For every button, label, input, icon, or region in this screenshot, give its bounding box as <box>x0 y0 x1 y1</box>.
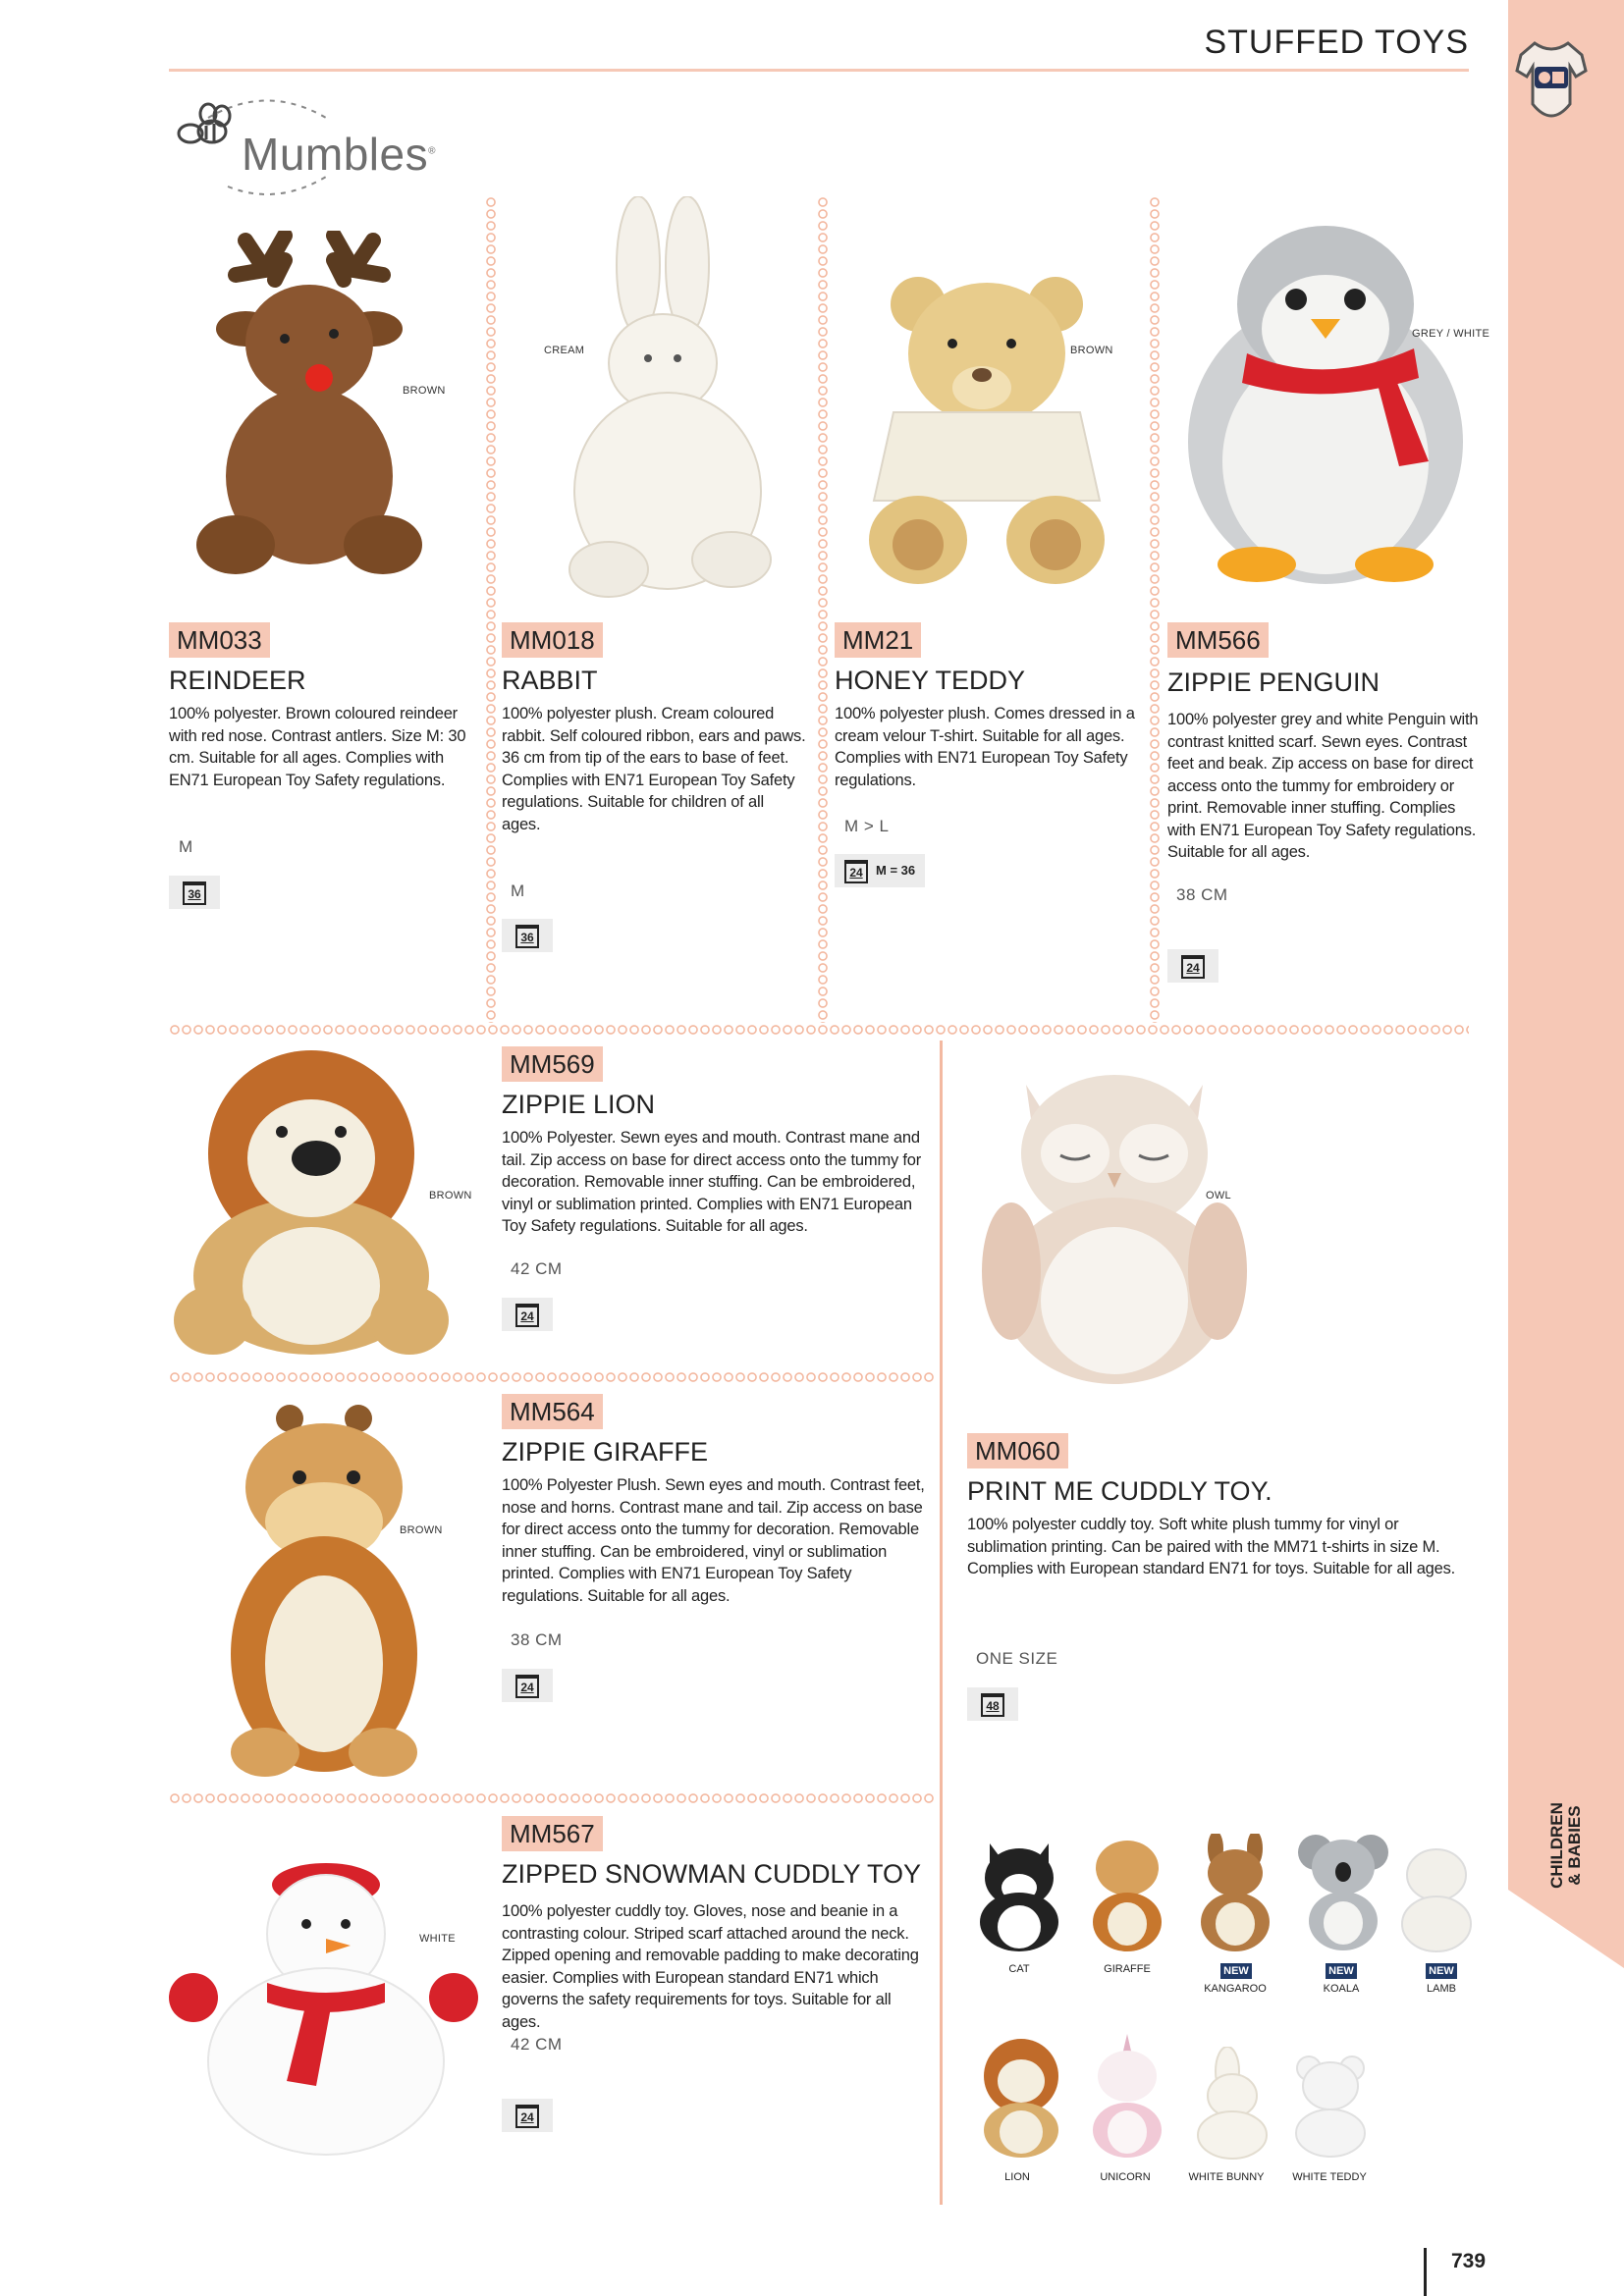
pack-quantity <box>502 1669 553 1702</box>
carton-icon: 36 <box>515 925 539 948</box>
giraffe-thumbnail <box>1078 1834 1176 1951</box>
product-code: MM21 <box>835 622 921 658</box>
product-description: 100% polyester. Brown coloured reindeer with red nose. Contrast antlers. Size M: 30 cm. Suitable for all ages. Complies with EN71 European Toy Safety regulations. <box>169 705 466 789</box>
row-divider <box>169 1024 1469 1036</box>
colour-label: BROWN <box>429 1190 472 1201</box>
column-divider <box>485 196 497 1023</box>
size-label: 38 CM <box>1176 885 1228 904</box>
gallery-label: WHITE BUNNY <box>1188 2171 1265 2183</box>
product-name: ZIPPED SNOWMAN CUDDLY TOY <box>502 1859 922 1889</box>
product-name: ZIPPIE LION <box>502 1090 656 1119</box>
reindeer-image <box>177 231 461 584</box>
unicorn-thumbnail <box>1078 2032 1176 2160</box>
product-name: HONEY TEDDY <box>835 666 1026 695</box>
carton-icon: 24 <box>515 2105 539 2128</box>
snowman-image <box>169 1855 483 2160</box>
pack-quantity <box>967 1687 1018 1721</box>
size-label: 42 CM <box>511 2035 563 2054</box>
white-bunny-thumbnail <box>1183 2047 1281 2160</box>
gallery-label: WHITE TEDDY <box>1292 2171 1367 2183</box>
colour-label: BROWN <box>400 1524 443 1536</box>
size-label: 42 CM <box>511 1259 563 1278</box>
owl-image <box>967 1065 1262 1389</box>
column-divider <box>817 196 829 1023</box>
section-label: CHILDREN & BABIES <box>1547 1802 1584 1889</box>
colour-label: BROWN <box>1070 345 1113 356</box>
product-code: MM018 <box>502 622 603 658</box>
gallery-label: UNICORN <box>1100 2171 1151 2183</box>
gallery-label: LAMB <box>1427 1983 1456 1995</box>
gallery-label: CAT <box>1008 1963 1030 1975</box>
page-number: 739 <box>1451 2250 1487 2272</box>
carton-icon: 36 <box>183 881 206 905</box>
colour-label: BROWN <box>403 385 446 397</box>
gallery-label: LION <box>1004 2171 1030 2183</box>
carton-icon: 24 <box>515 1304 539 1327</box>
brand-logo <box>169 88 483 196</box>
product-description: 100% polyester plush. Comes dressed in a cream velour T-shirt. Suitable for all ages. Complies with EN71 European Toy Safety regulations. <box>835 705 1135 789</box>
product-description: 100% polyester cuddly toy. Gloves, nose and beanie in a contrasting colour. Striped scarf attached around the neck. Zipped opening and removable padding to make decorating easier. Complies with European standard EN71 which governs the safety requirements for toys. Suitable for all ages. <box>502 1902 919 2031</box>
colour-label: CREAM <box>544 345 585 356</box>
carton-icon: 48 <box>981 1693 1004 1717</box>
column-divider <box>1149 196 1161 1023</box>
product-description: 100% polyester grey and white Penguin with contrast knitted scarf. Sewn eyes. Contrast feet and beak. Zip access on base for direct access onto the tummy for embroidery or print. Removable inner stuffing. Complies with EN71 European Toy Safety regulations. Suitable for all ages. <box>1167 711 1479 861</box>
product-description: 100% Polyester. Sewn eyes and mouth. Contrast mane and tail. Zip access on base for direct access onto the tummy for decoration. Removable inner stuffing. Can be embroidered, vinyl or sublimation printed. Complies with EN71 European Toy Safety regulations. Suitable for all ages. <box>502 1129 922 1235</box>
new-badge: NEW <box>1426 1963 1457 1979</box>
product-description: 100% polyester cuddly toy. Soft white plush tummy for vinyl or sublimation printing. Can be paired with the MM71 t-shirts in size M. Complies with European standard EN71 for toys. Suitable for all ages. <box>967 1516 1456 1577</box>
lion-image <box>169 1045 454 1360</box>
gallery-label: GIRAFFE <box>1104 1963 1151 1975</box>
honey-teddy-image <box>835 265 1139 599</box>
giraffe-image <box>211 1399 437 1782</box>
colour-label: GREY / WHITE <box>1412 328 1490 340</box>
pack-quantity <box>1167 949 1218 983</box>
size-label: M <box>179 837 193 856</box>
page-number-rule <box>1424 2248 1427 2296</box>
gallery-label: KOALA <box>1323 1983 1360 1995</box>
size-label: M <box>511 881 525 900</box>
product-code: MM567 <box>502 1816 603 1851</box>
pack-quantity <box>835 854 925 887</box>
cat-thumbnail <box>970 1834 1068 1951</box>
pack-quantity <box>502 1298 553 1331</box>
product-code: MM033 <box>169 622 270 658</box>
row-divider <box>169 1371 935 1383</box>
product-name: ZIPPIE PENGUIN <box>1167 667 1380 697</box>
product-description: 100% Polyester Plush. Sewn eyes and mouth. Contrast feet, nose and horns. Contrast mane and tail. Zip access on base for direct access onto the tummy for decoration. Removable inner stuffing. Can be embroidered, vinyl or sublimation printed. Complies with EN71 European Toy Safety regulations. Suitable for all ages. <box>502 1476 925 1605</box>
product-description: 100% polyester plush. Cream coloured rabbit. Self coloured ribbon, ears and paws. 36 cm from tip of the ears to base of feet. Complies with EN71 European Toy Safety regulations. Suitable for children of all ages. <box>502 705 806 833</box>
product-name: ZIPPIE GIRAFFE <box>502 1437 709 1467</box>
pack-extra: M = 36 <box>876 863 916 878</box>
colour-label: OWL <box>1206 1190 1231 1201</box>
koala-thumbnail <box>1294 1828 1392 1951</box>
section-rail <box>1508 0 1624 1968</box>
product-name: REINDEER <box>169 666 306 695</box>
row-divider <box>169 1792 935 1804</box>
lion-thumbnail <box>972 2037 1070 2160</box>
product-code: MM566 <box>1167 622 1269 658</box>
column-divider <box>940 1041 943 2205</box>
penguin-image <box>1178 216 1473 589</box>
size-label: 38 CM <box>511 1630 563 1649</box>
pack-quantity <box>169 876 220 909</box>
colour-label: WHITE <box>419 1933 456 1945</box>
size-label: M > L <box>844 817 890 835</box>
white-teddy-thumbnail <box>1281 2047 1380 2160</box>
brand-name: Mumbles® <box>242 129 436 180</box>
rail-corner <box>1508 1890 1624 1968</box>
kangaroo-thumbnail <box>1186 1834 1284 1951</box>
new-badge: NEW <box>1326 1963 1357 1979</box>
product-name: PRINT ME CUDDLY TOY. <box>967 1476 1272 1506</box>
product-code: MM060 <box>967 1433 1068 1468</box>
carton-icon: 24 <box>844 860 868 883</box>
rabbit-image <box>520 196 805 609</box>
page-title: STUFFED TOYS <box>1204 24 1469 61</box>
new-badge: NEW <box>1220 1963 1252 1979</box>
carton-icon: 24 <box>515 1675 539 1698</box>
product-code: MM564 <box>502 1394 603 1429</box>
product-code: MM569 <box>502 1046 603 1082</box>
size-label: ONE SIZE <box>976 1649 1058 1668</box>
header-divider <box>169 69 1469 72</box>
pack-quantity <box>502 919 553 952</box>
carton-icon: 24 <box>1181 955 1205 979</box>
babywear-bodysuit-icon <box>1513 37 1590 126</box>
pack-quantity <box>502 2099 553 2132</box>
gallery-label: KANGAROO <box>1204 1983 1267 1995</box>
lamb-thumbnail <box>1392 1845 1481 1953</box>
product-name: RABBIT <box>502 666 598 695</box>
